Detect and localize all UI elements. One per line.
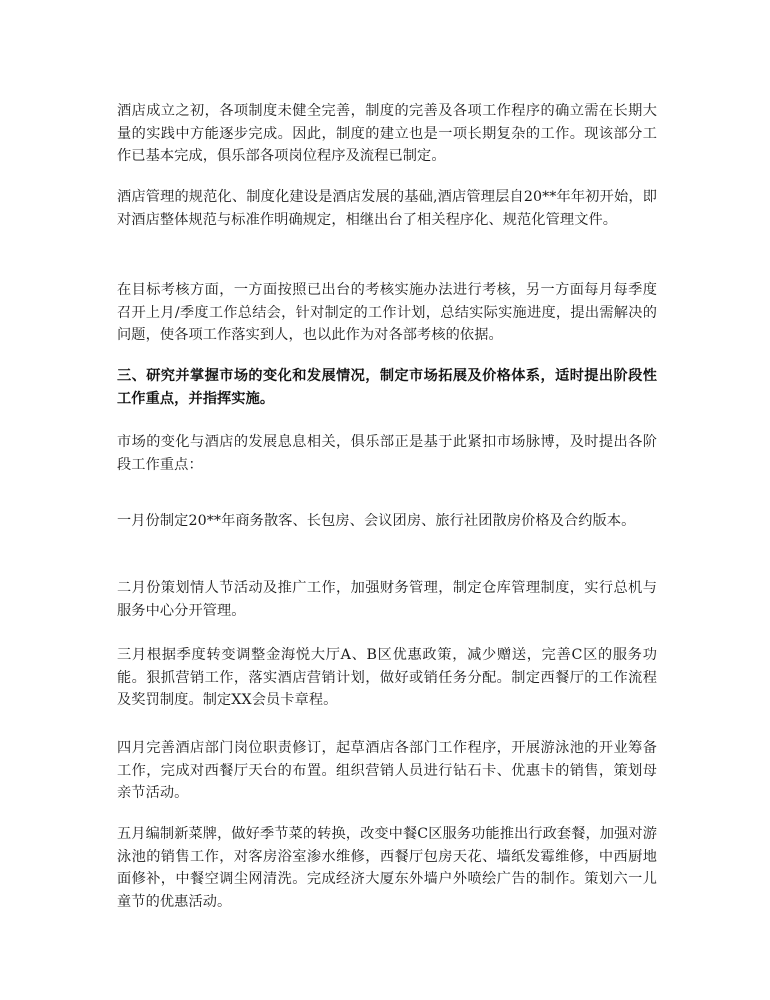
paragraph-april: 四月完善酒店部门岗位职责修订，起草酒店各部门工作程序，开展游泳池的开业筹备工作，完成对西餐厅天台的布置。组织营销人员进行钻石卡、优惠卡的销售，策划母亲节活动。 — [117, 740, 657, 801]
paragraph-target-assessment: 在目标考核方面，一方面按照已出台的考核实施办法进行考核，另一方面每月每季度召开上月/季度工作总结会，针对制定的工作计划，总结实际实施进度，提出需解决的问题，使各项工作落实到人，也以此作为对各部考核的依据。 — [117, 282, 657, 343]
paragraph-market-intro: 市场的变化与酒店的发展息息相关，俱乐部正是基于此紧扣市场脉博，及时提出各阶段工作重点： — [117, 434, 657, 473]
paragraph-january: 一月份制定20**年商务散客、长包房、会议团房、旅行社团散房价格及合约版本。 — [117, 513, 636, 529]
section-heading-market: 三、研究并掌握市场的变化和发展情况，制定市场拓展及价格体系，适时提出阶段性工作重点，并指挥实施。 — [117, 368, 657, 407]
paragraph-may: 五月编制新菜牌，做好季节菜的转换，改变中餐C区服务功能推出行政套餐，加强对游泳池的销售工作，对客房浴室渗水维修，西餐厅包房天花、墙纸发霉维修，中西厨地面修补，中餐空调尘网清洗。完成经济大厦东外墙户外喷绘广告的制作。策划六一儿童节的优惠活动。 — [117, 826, 657, 910]
paragraph-system-setup: 酒店成立之初，各项制度未健全完善，制度的完善及各项工作程序的确立需在长期大量的实践中方能逐步完成。因此，制度的建立也是一项长期复杂的工作。现该部分工作已基本完成，俱乐部各项岗位程序及流程已制定。 — [117, 103, 657, 164]
paragraph-february: 二月份策划情人节活动及推广工作，加强财务管理，制定仓库管理制度，实行总机与服务中心分开管理。 — [117, 580, 657, 619]
paragraph-management-standards: 酒店管理的规范化、制度化建设是酒店发展的基础,酒店管理层自20**年年初开始，即对酒店整体规范与标准作明确规定，相继出台了相关程序化、规范化管理文件。 — [117, 189, 657, 228]
paragraph-march: 三月根据季度转变调整金海悦大厅A、B区优惠政策，减少赠送，完善C区的服务功能。狠抓营销工作，落实酒店营销计划，做好或销任务分配。制定西餐厅的工作流程及奖罚制度。制定XX会员卡章程。 — [117, 647, 657, 708]
